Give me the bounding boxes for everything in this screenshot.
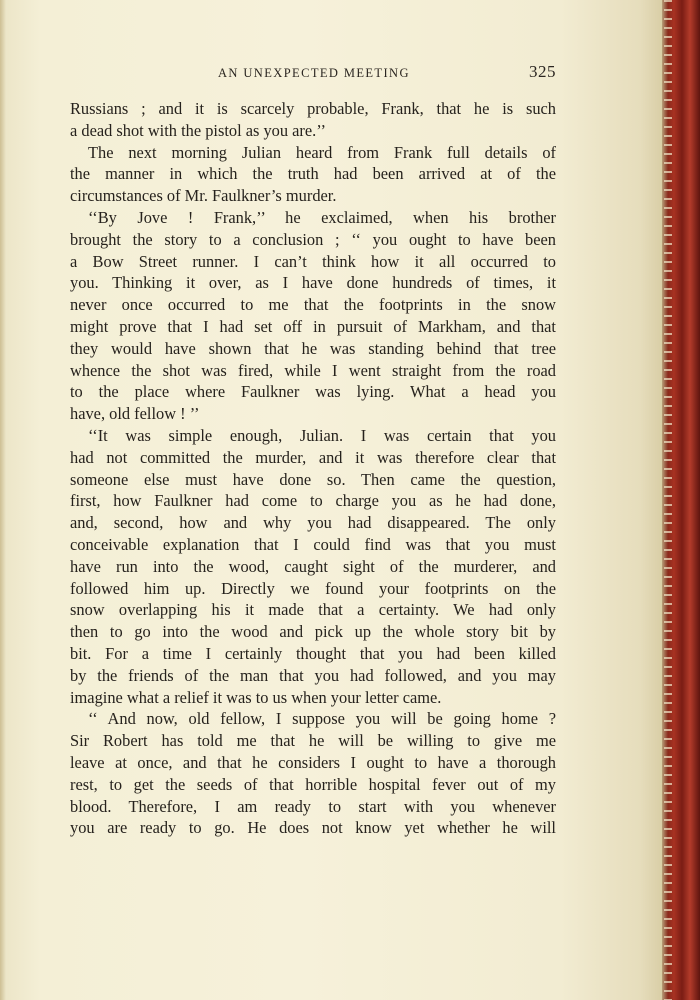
text-line: conceivable explanation that I could find was that you must bbox=[70, 534, 556, 554]
text-line: have run into the wood, caught sight of the murderer, and bbox=[70, 556, 556, 576]
text-line: rest, to get the seeds of that horrible hospital fever out of my bbox=[70, 774, 556, 794]
text-line: the manner in which the truth had been arrived at of the bbox=[70, 164, 556, 184]
text-line: they would have shown that he was standing behind that tree bbox=[70, 338, 556, 358]
page-number: 325 bbox=[529, 62, 556, 81]
text-line: ‘‘By Jove ! Frank,’’ he exclaimed, when his brother bbox=[88, 207, 556, 227]
text-line: brought the story to a conclusion ; ‘‘ you ought to have been bbox=[70, 229, 556, 249]
text-line: The next morning Julian heard from Frank full details of bbox=[88, 142, 556, 162]
running-title: AN UNEXPECTED MEETING bbox=[218, 66, 410, 80]
text-line: and, second, how and why you had disappeared. The only bbox=[70, 513, 556, 533]
text-line: snow overlapping his it made that a certainty. We had only bbox=[70, 600, 556, 620]
text-line: to the place where Faulkner was lying. What a head you bbox=[70, 382, 556, 402]
text-line: then to go into the wood and pick up the whole story bit by bbox=[70, 622, 556, 642]
page-header bbox=[70, 64, 558, 84]
text-line: ‘‘It was simple enough, Julian. I was certain that you bbox=[88, 425, 556, 445]
text-line: a dead shot with the pistol as you are.’’ bbox=[70, 120, 326, 140]
text-line: whence the shot was fired, while I went straight from the road bbox=[70, 360, 556, 380]
text-line: might prove that I had set off in pursuit of Markham, and that bbox=[70, 316, 556, 336]
text-line: by the friends of the man that you had followed, and you may bbox=[70, 665, 556, 685]
text-line: a Bow Street runner. I can’t think how it all occurred to bbox=[70, 251, 556, 271]
text-line: never once occurred to me that the footprints in the snow bbox=[70, 295, 556, 315]
text-line: leave at once, and that he considers I ought to have a thorough bbox=[70, 752, 556, 772]
text-line: Sir Robert has told me that he will be willing to give me bbox=[70, 731, 556, 751]
text-line: imagine what a relief it was to us when your letter came. bbox=[70, 687, 442, 707]
text-line: you are ready to go. He does not know yet whether he will bbox=[70, 818, 556, 838]
text-line: first, how Faulkner had come to charge you as he had done, bbox=[70, 491, 556, 511]
text-line: Russians ; and it is scarcely probable, Frank, that he is such bbox=[70, 99, 556, 118]
text-line: circumstances of Mr. Faulkner’s murder. bbox=[70, 186, 337, 206]
page-edges-stripes bbox=[664, 0, 672, 1000]
text-line: followed him up. Directly we found your footprints on the bbox=[70, 578, 556, 598]
text-line: blood. Therefore, I am ready to start with you whenever bbox=[70, 796, 556, 816]
text-line: have, old fellow ! ’’ bbox=[70, 404, 200, 424]
text-line: you. Thinking it over, as I have done hundreds of times, it bbox=[70, 273, 556, 293]
text-line: bit. For a time I certainly thought that you had been killed bbox=[70, 643, 556, 663]
text-line: someone else must have done so. Then came the question, bbox=[70, 469, 556, 489]
body-text bbox=[70, 98, 556, 839]
text-line: had not committed the murder, and it was therefore clear that bbox=[70, 447, 556, 467]
page-edge-shadow bbox=[0, 0, 6, 1000]
text-line: ‘‘ And now, old fellow, I suppose you will be going home ? bbox=[88, 709, 556, 729]
